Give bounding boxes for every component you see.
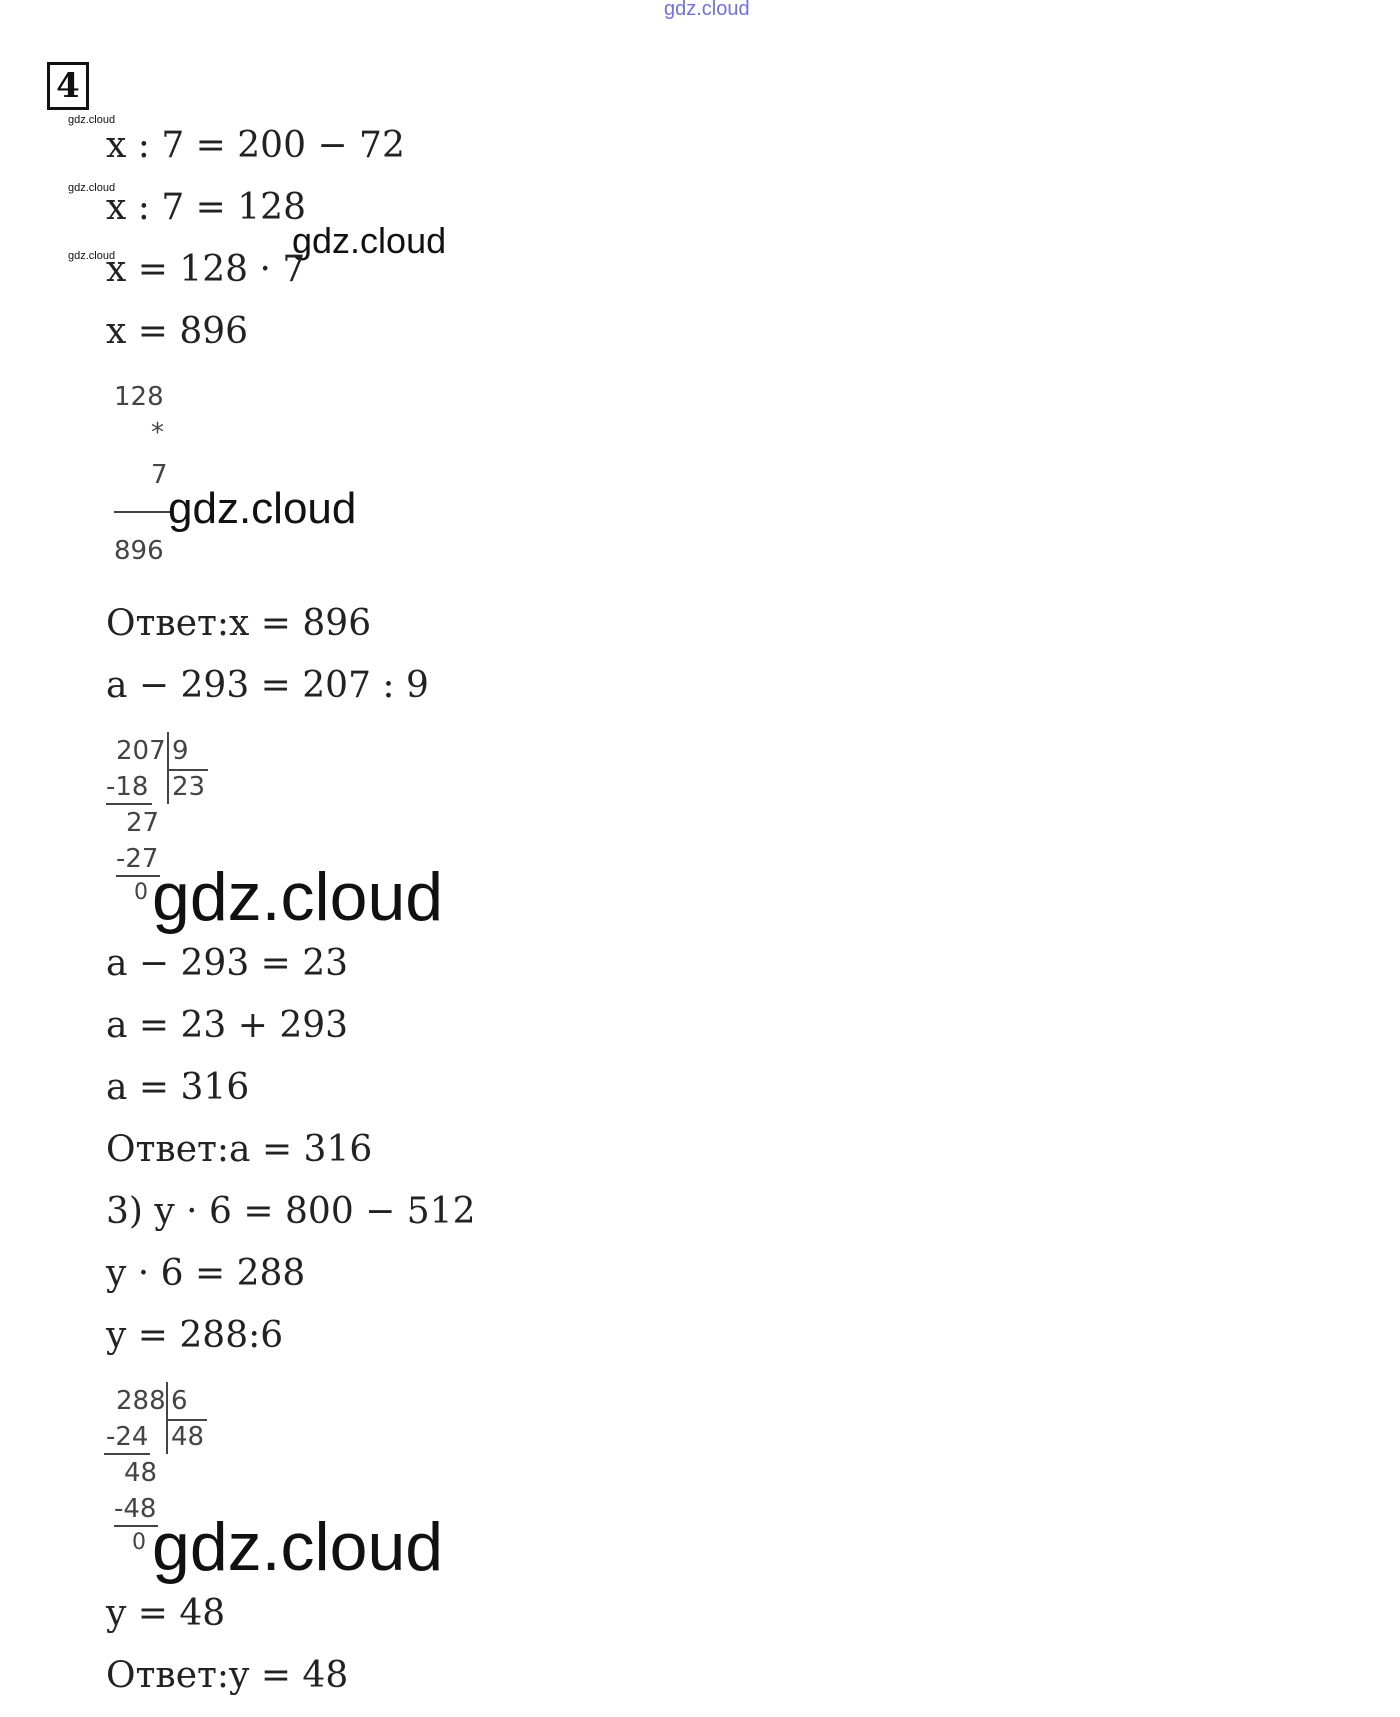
equation-line: x = 128 · 7 xyxy=(106,249,306,290)
division-quotient: 48 xyxy=(171,1422,205,1452)
mult-operator: * xyxy=(151,418,164,448)
equation-line: 3) y · 6 = 800 − 512 xyxy=(106,1191,476,1232)
watermark-small: gdz.cloud xyxy=(68,114,116,126)
equation-line: y · 6 = 288 xyxy=(106,1253,306,1294)
division-rule xyxy=(104,1453,150,1455)
watermark-big: gdz.cloud xyxy=(168,484,357,533)
division-dividend: 288 xyxy=(116,1386,166,1416)
watermark-huge: gdz.cloud xyxy=(152,859,444,935)
mult-factor-b: 7 xyxy=(151,460,168,490)
watermark-small: gdz.cloud xyxy=(68,182,116,194)
answer-line: Ответ:x = 896 xyxy=(106,603,372,644)
equation-line: a = 316 xyxy=(106,1067,250,1108)
division-final-remainder: 0 xyxy=(134,880,148,905)
division-remainder: 48 xyxy=(124,1458,158,1488)
answer-line: Ответ:a = 316 xyxy=(106,1129,373,1170)
mult-rule xyxy=(114,511,170,513)
equation-line: x : 7 = 128 xyxy=(106,187,306,228)
division-vertical-rule xyxy=(167,732,169,804)
division-divisor: 6 xyxy=(171,1386,188,1416)
division-remainder: 27 xyxy=(126,808,160,838)
division-subtrahend: -48 xyxy=(114,1494,157,1524)
watermark-top: gdz.cloud xyxy=(664,0,750,20)
watermark-medium: gdz.cloud xyxy=(292,220,447,261)
division-divisor-rule xyxy=(168,769,208,771)
equation-line: a = 23 + 293 xyxy=(106,1005,349,1046)
watermark-small: gdz.cloud xyxy=(68,250,116,262)
division-vertical-rule xyxy=(166,1382,168,1454)
division-dividend: 207 xyxy=(116,736,166,766)
equation-line: a − 293 = 207 : 9 xyxy=(106,665,429,706)
equation-line: a − 293 = 23 xyxy=(106,943,349,984)
equation-line: y = 288:6 xyxy=(106,1315,284,1356)
division-rule xyxy=(106,803,152,805)
answer-line: Ответ:y = 48 xyxy=(106,1655,349,1696)
equation-line: y = 48 xyxy=(106,1593,226,1634)
division-subtrahend: -18 xyxy=(106,772,149,802)
equation-line: x = 896 xyxy=(106,311,249,352)
mult-factor-a: 128 xyxy=(114,382,164,412)
division-divisor: 9 xyxy=(172,736,189,766)
division-quotient: 23 xyxy=(172,772,206,802)
division-final-remainder: 0 xyxy=(132,1530,146,1555)
mult-result: 896 xyxy=(114,536,164,566)
equation-line: x : 7 = 200 − 72 xyxy=(106,125,405,166)
task-number: 4 xyxy=(47,62,89,110)
division-divisor-rule xyxy=(167,1419,207,1421)
division-subtrahend: -27 xyxy=(116,844,159,874)
division-subtrahend: -24 xyxy=(106,1422,149,1452)
watermark-huge: gdz.cloud xyxy=(152,1509,444,1585)
